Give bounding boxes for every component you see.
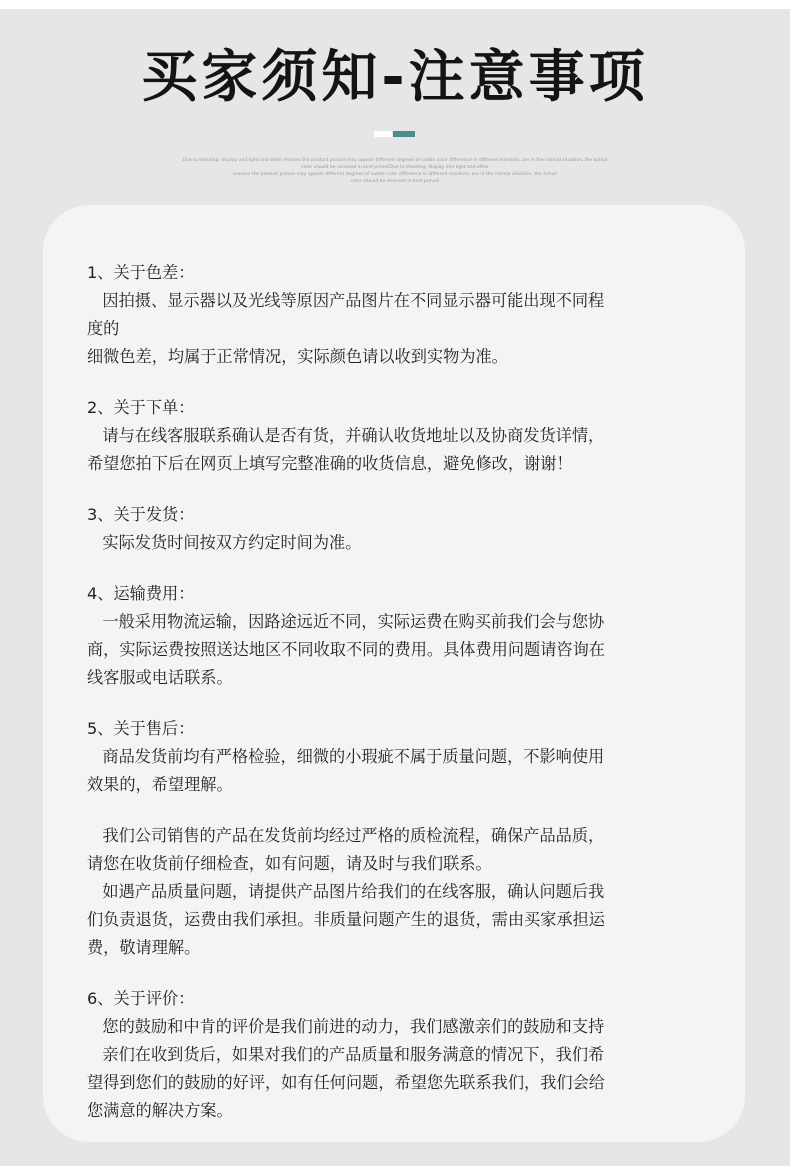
section-text: 们负责退货，运费由我们承担。非质量问题产生的退货，需由买家承担运 bbox=[87, 910, 605, 929]
english-notice-line: color should be received in kind prevailDue to shooting, display and light and other bbox=[301, 165, 489, 170]
section-heading: 2、关于下单： bbox=[87, 398, 195, 417]
page-title: 买家须知-注意事项 bbox=[141, 45, 649, 110]
section-text: 如遇产品质量问题，请提供产品图片给我们的在线客服，确认问题后我 bbox=[87, 882, 605, 901]
section-heading: 4、运输费用： bbox=[87, 584, 195, 603]
section-text: 费，敬请理解。 bbox=[87, 938, 201, 957]
english-notice-line: reasons the product picture may appear different degrees of subtle color difference in different monitors, are in the normal situation, the actual bbox=[232, 172, 558, 177]
section-text: 细微色差，均属于正常情况，实际颜色请以收到实物为准。 bbox=[87, 347, 508, 366]
section-text: 一般采用物流运输，因路途远近不同，实际运费在购买前我们会与您协 bbox=[87, 612, 605, 631]
section-quality-returns bbox=[87, 822, 702, 962]
title-underline-white bbox=[374, 131, 392, 137]
section-after-sales bbox=[87, 715, 702, 799]
section-heading: 3、关于发货： bbox=[87, 505, 195, 524]
section-text: 实际发货时间按双方约定时间为准。 bbox=[87, 533, 362, 552]
section-heading: 5、关于售后： bbox=[87, 719, 195, 738]
section-text: 商品发货前均有严格检验，细微的小瑕疵不属于质量问题，不影响使用 bbox=[87, 747, 605, 766]
section-text: 线客服或电话联系。 bbox=[87, 668, 233, 687]
section-text: 希望您拍下后在网页上填写完整准确的收货信息，避免修改，谢谢！ bbox=[87, 454, 573, 473]
section-heading: 6、关于评价： bbox=[87, 989, 195, 1008]
section-color-difference bbox=[87, 259, 702, 371]
section-text: 请您在收货前仔细检查，如有问题，请及时与我们联系。 bbox=[87, 854, 492, 873]
section-text: 望得到您们的鼓励的好评，如有任何问题，希望您先联系我们，我们会给 bbox=[87, 1073, 605, 1092]
section-text: 我们公司销售的产品在发货前均经过严格的质检流程，确保产品品质， bbox=[87, 826, 605, 845]
section-text: 商，实际运费按照送达地区不同收取不同的费用。具体费用问题请咨询在 bbox=[87, 640, 605, 659]
notice-content bbox=[87, 259, 702, 1125]
section-text: 亲们在收到货后，如果对我们的产品质量和服务满意的情况下，我们希 bbox=[87, 1045, 605, 1064]
section-text: 度的 bbox=[87, 319, 120, 338]
section-reviews bbox=[87, 985, 702, 1125]
section-text: 因拍摄、显示器以及光线等原因产品图片在不同显示器可能出现不同程 bbox=[87, 291, 605, 310]
section-shipping bbox=[87, 501, 702, 557]
section-text: 您满意的解决方案。 bbox=[87, 1101, 233, 1120]
english-notice-line: Due to shooting, display and light and other reasons the product picture may appear different degrees of subtle color difference in different monitors, are in the normal situation, the actual bbox=[182, 158, 608, 163]
title-underline-teal bbox=[393, 131, 415, 137]
section-shipping-fees bbox=[87, 580, 702, 692]
english-notice-line: color should be received in kind prevail bbox=[350, 179, 440, 184]
top-strip bbox=[0, 0, 790, 9]
section-text: 您的鼓励和中肯的评价是我们前进的动力，我们感激亲们的鼓励和支持 bbox=[87, 1017, 605, 1036]
section-heading: 1、关于色差： bbox=[87, 263, 195, 282]
section-text: 效果的，希望理解。 bbox=[87, 775, 233, 794]
section-text: 请与在线客服联系确认是否有货，并确认收货地址以及协商发货详情， bbox=[87, 426, 605, 445]
english-notice bbox=[150, 157, 640, 185]
section-ordering bbox=[87, 394, 702, 478]
